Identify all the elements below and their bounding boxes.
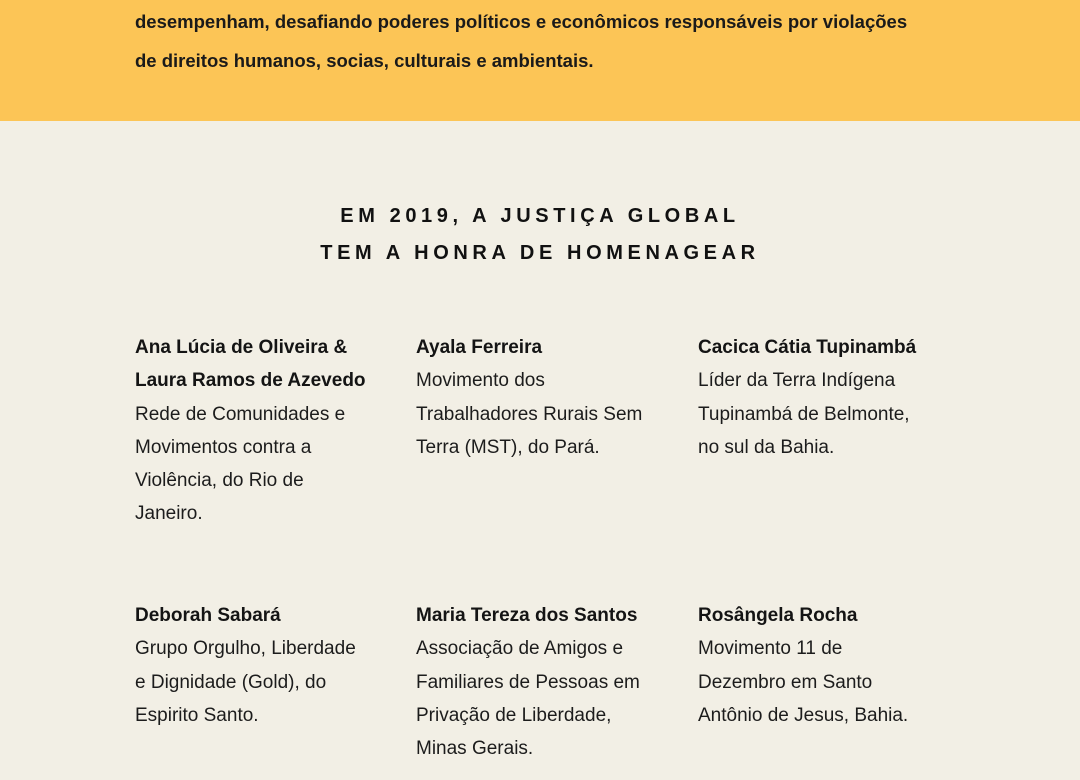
honoree-description: Rede de Comunidades e Movimentos contra a Violência, do Rio de Janeiro. bbox=[135, 403, 346, 525]
honoree-description: Movimento dos Trabalhadores Rurais Sem Terra (MST), do Pará. bbox=[416, 370, 643, 458]
honoree-card bbox=[698, 599, 958, 732]
honoree-name: Deborah Sabará bbox=[135, 605, 281, 626]
honoree-card bbox=[416, 599, 676, 765]
honoree-description: Grupo Orgulho, Liberdade e Dignidade (Gold), do Espirito Santo. bbox=[135, 638, 356, 726]
honoree-description: Associação de Amigos e Familiares de Pessoas em Privação de Liberdade, Minas Gerais. bbox=[416, 638, 640, 760]
honoree-card bbox=[416, 331, 676, 464]
honoree-description: Movimento 11 de Dezembro em Santo Antônio de Jesus, Bahia. bbox=[698, 638, 909, 726]
honoree-name: Ana Lúcia de Oliveira & Laura Ramos de Azevedo bbox=[135, 337, 366, 392]
intro-line-1: desempenham, desafiando poderes políticos e econômicos responsáveis por violações bbox=[135, 11, 908, 32]
honoree-name: Cacica Cátia Tupinambá bbox=[698, 337, 917, 358]
intro-banner bbox=[0, 0, 1080, 121]
honoree-card bbox=[135, 331, 395, 531]
honoree-name: Ayala Ferreira bbox=[416, 337, 543, 358]
heading-line-2: TEM A HONRA DE HOMENAGEAR bbox=[320, 242, 760, 264]
honoree-description: Líder da Terra Indígena Tupinambá de Belmonte, no sul da Bahia. bbox=[698, 370, 910, 458]
honoree-name: Maria Tereza dos Santos bbox=[416, 605, 638, 626]
intro-line-2: de direitos humanos, socias, culturais e ambientais. bbox=[135, 50, 594, 71]
intro-paragraph bbox=[135, 2, 955, 80]
heading-line-1: EM 2019, A JUSTIÇA GLOBAL bbox=[340, 205, 740, 227]
honoree-card bbox=[698, 331, 958, 464]
honoree-name: Rosângela Rocha bbox=[698, 605, 858, 626]
honoree-card bbox=[135, 599, 395, 732]
honorees-heading bbox=[0, 198, 1080, 272]
